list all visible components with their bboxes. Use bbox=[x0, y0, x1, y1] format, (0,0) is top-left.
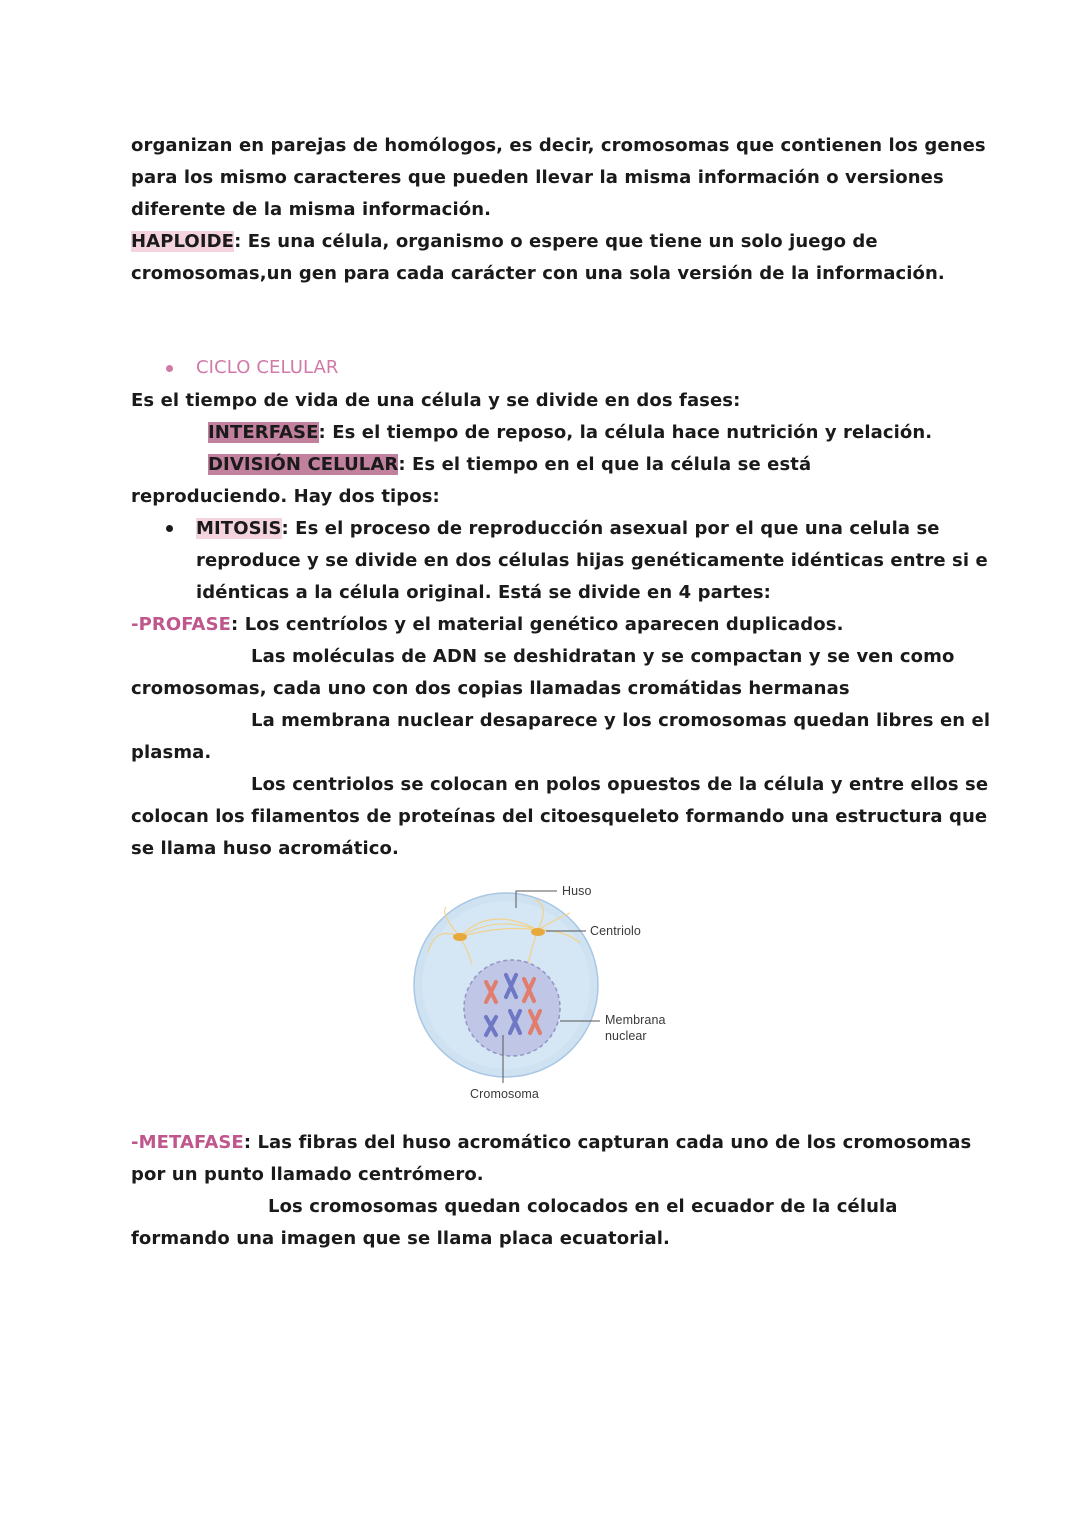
ciclo-celular-heading: CICLO CELULAR bbox=[196, 357, 339, 378]
profase-line-2: Las moléculas de ADN se deshidratan y se compactan y se ven como bbox=[251, 646, 955, 667]
mitosis-line-1 bbox=[196, 517, 940, 541]
division-definition: : Es el tiempo en el que la célula se está bbox=[398, 454, 812, 475]
mitosis-line-2: reproduce y se divide en dos células hijas genéticamente idénticas entre si e bbox=[196, 550, 988, 571]
nuclear-membrane bbox=[464, 960, 560, 1056]
metafase-definition: : Las fibras del huso acromático capturan cada uno de los cromosomas bbox=[243, 1132, 972, 1153]
centriole-left bbox=[453, 933, 467, 941]
label-centriolo: Centriolo bbox=[590, 924, 641, 938]
haploide-definition: : Es una célula, organismo o espere que tiene un solo juego de bbox=[234, 231, 878, 252]
diploide-line-2: para los mismo caracteres que pueden llevar la misma información o versiones bbox=[131, 167, 944, 188]
bullet-icon bbox=[166, 365, 173, 372]
metafase-term: -METAFASE bbox=[131, 1132, 244, 1153]
profase-line-6: Los centriolos se colocan en polos opuestos de la célula y entre ellos se bbox=[251, 774, 989, 795]
ciclo-intro: Es el tiempo de vida de una célula y se divide en dos fases: bbox=[131, 390, 741, 411]
interfase-definition: : Es el tiempo de reposo, la célula hace nutrición y relación. bbox=[318, 422, 933, 443]
centriole-right bbox=[531, 928, 545, 936]
profase-line-3: cromosomas, cada uno con dos copias llamadas cromátidas hermanas bbox=[131, 678, 850, 699]
metafase-line-1 bbox=[131, 1131, 971, 1155]
interfase-term: INTERFASE bbox=[208, 422, 319, 443]
division-line bbox=[208, 453, 811, 477]
metafase-line-2: por un punto llamado centrómero. bbox=[131, 1164, 484, 1185]
label-cromosoma: Cromosoma bbox=[470, 1087, 539, 1101]
diploide-line-1: organizan en parejas de homólogos, es decir, cromosomas que contienen los genes bbox=[131, 135, 986, 156]
label-membrana-line-2: nuclear bbox=[605, 1029, 647, 1043]
profase-line-5: plasma. bbox=[131, 742, 212, 763]
haploide-line-2: cromosomas,un gen para cada carácter con una sola versión de la información. bbox=[131, 263, 945, 284]
profase-line-4: La membrana nuclear desaparece y los cromosomas quedan libres en el bbox=[251, 710, 991, 731]
label-huso: Huso bbox=[562, 884, 592, 898]
metafase-line-3: Los cromosomas quedan colocados en el ecuador de la célula bbox=[268, 1196, 898, 1217]
profase-line-7: colocan los filamentos de proteínas del citoesqueleto formando una estructura que bbox=[131, 806, 988, 827]
profase-line-1 bbox=[131, 613, 844, 637]
label-membrana-line-1: Membrana bbox=[605, 1013, 666, 1027]
haploide-term: HAPLOIDE bbox=[131, 231, 235, 252]
interfase-line bbox=[208, 421, 932, 445]
mitosis-line-3: idénticas a la célula original. Está se divide en 4 partes: bbox=[196, 582, 771, 603]
bullet-icon bbox=[166, 525, 173, 532]
profase-line-8: se llama huso acromático. bbox=[131, 838, 399, 859]
haploide-line-1 bbox=[131, 230, 878, 254]
mitosis-term: MITOSIS bbox=[196, 518, 282, 539]
mitosis-definition: : Es el proceso de reproducción asexual por el que una celula se bbox=[281, 518, 940, 539]
profase-definition: : Los centríolos y el material genético aparecen duplicados. bbox=[231, 614, 844, 635]
division-line-2: reproduciendo. Hay dos tipos: bbox=[131, 486, 440, 507]
diploide-line-3: diferente de la misma información. bbox=[131, 199, 492, 220]
profase-term: -PROFASE bbox=[131, 614, 232, 635]
metafase-line-4: formando una imagen que se llama placa ecuatorial. bbox=[131, 1228, 670, 1249]
division-term: DIVISIÓN CELULAR bbox=[208, 454, 399, 475]
profase-cell-figure bbox=[400, 875, 690, 1110]
